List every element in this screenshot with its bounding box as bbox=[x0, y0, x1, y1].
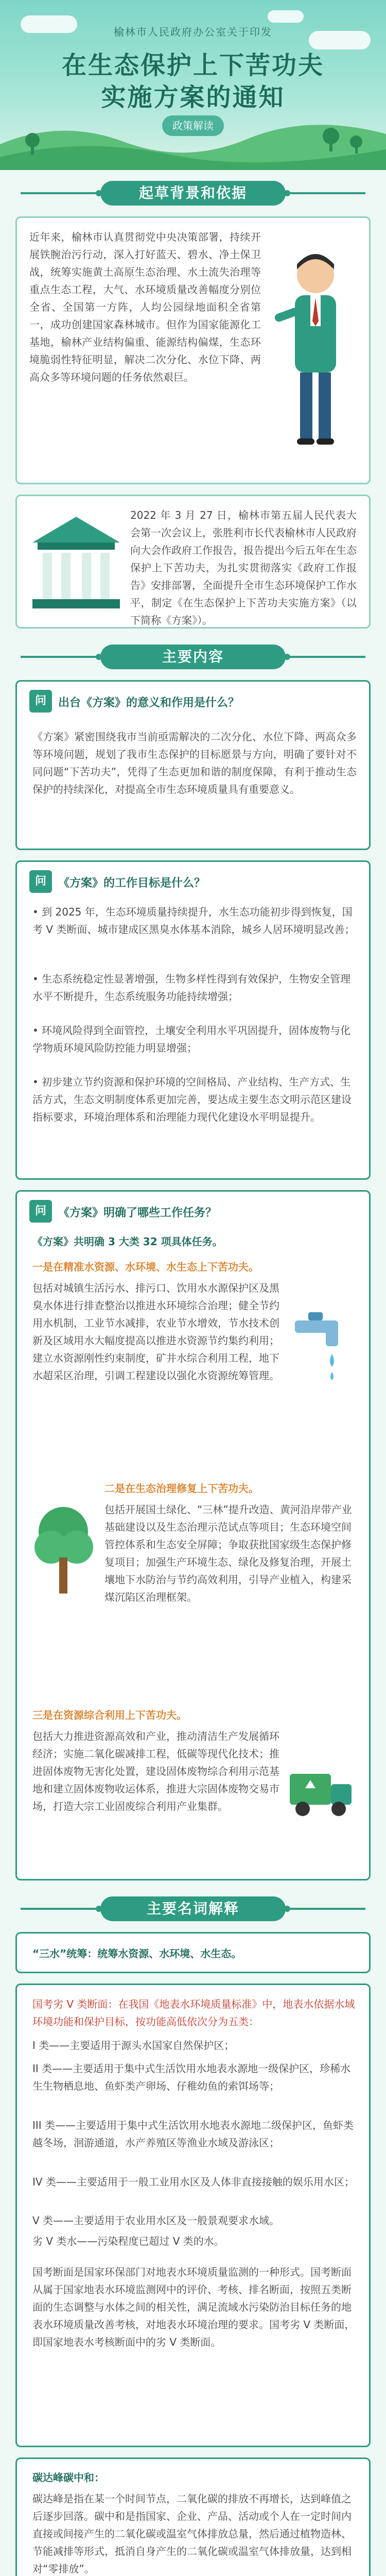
task-intro: 《方案》共明确 3 大类 32 项具体任务。 bbox=[32, 1235, 223, 1248]
policy-tag: 政策解读 bbox=[162, 115, 224, 136]
background-card-2 bbox=[15, 495, 371, 629]
hero-banner bbox=[0, 0, 386, 170]
goal-item: • 环境风险得到全面管控，土壤安全利用水平巩固提升，固体废物与化学物质环境风险防控能力明显增强； bbox=[32, 1024, 351, 1054]
question-card-3 bbox=[15, 1190, 371, 1880]
water-class-item: I 类——主要适用于源头水国家自然保护区； bbox=[32, 2039, 235, 2052]
speaker-figure-icon bbox=[274, 249, 357, 455]
answer-text: 《方案》紧密围绕我市当前亟需解决的二次分化、水位下降、两高众多等环境问题，规划了我市生态保护的目标愿景与方向，明确了要针对不同问题“下苦功夫”，凭得了生态更加和谐的制度保障，有利于推动生态保护的持续深化，对提高全市生态环境质量具有重要意义。 bbox=[32, 731, 357, 795]
page-title-line1: 在生态保护上下苦功夫 bbox=[61, 51, 324, 80]
goal-item: • 生态系统稳定性显著增强，生物多样性得到有效保护，生物安全管理水平不断提升，生态系统服务功能持续增强； bbox=[32, 973, 351, 1003]
term-card-carbon bbox=[15, 2458, 371, 2576]
recycling-truck-icon bbox=[285, 1748, 357, 1825]
task-heading-1: 一是在精准水资源、水环境、水生态上下苦功夫。 bbox=[32, 1261, 259, 1273]
section-title: 主要内容 bbox=[100, 645, 286, 669]
term-national-section-intro: 国考劣 V 类断面：在我国《地表水环境质量标准》中，地表水依据水域环境功能和保护目标，按功能高低依次分为五类： bbox=[32, 1998, 355, 2028]
water-class-item: V 类——主要适用于农业用水区及一般景观要求水域。 bbox=[32, 2214, 280, 2227]
water-class-item: II 类——主要适用于集中式生活饮用水地表水源地一级保护区，珍稀水生生物栖息地、鱼虾类产卵场、仔稚幼鱼的索饵场等； bbox=[32, 2062, 351, 2092]
task-heading-3: 三是在资源综合利用上下苦功夫。 bbox=[32, 1709, 187, 1721]
term-sanshui: “三水”统筹：统筹水资源、水环境、水生态。 bbox=[32, 1947, 242, 1960]
cloud-decoration bbox=[268, 10, 304, 23]
carbon-term-body: 碳达峰是指在某一个时间节点，二氧化碳的排放不再增长，达到峰值之后逐步回落。碳中和是指国家、企业、产品、活动或个人在一定时间内直接或间接产生的二氧化碳或温室气体排放总量，然后通过植物造林、节能减排等形式，抵消自身产生的二氧化碳或温室气体排放量，达到相对“零排放”。 bbox=[32, 2493, 352, 2575]
issuer-line: 榆林市人民政府办公室关于印发 bbox=[114, 26, 272, 38]
question-card-1 bbox=[15, 680, 371, 850]
background-paragraph-1: 近年来，榆林市认真贯彻党中央决策部署，持续开展铁腕治污行动，深入打好蓝天、碧水、净土保卫战，统筹实施黄土高原生态治理、水土流失治理等重点生态工程，大气、水环境质量改善幅度分别位全省、全国第一方阵，人均公园绿地面积全省第一，成功创建国家森林城市。但作为国家能源化工基地，榆林产业结构偏重、能源结构偏煤，生态环境脆弱性特征明显，解决二次分化、水位下降、两高众多等环境问题的任务依然艰巨。 bbox=[29, 231, 261, 383]
question-badge: 问 bbox=[29, 690, 52, 713]
carbon-term-title: 碳达峰碳中和： bbox=[32, 2471, 104, 2484]
background-paragraph-2: 2022 年 3 月 27 日，榆林市第五届人民代表大会第一次会议上，张胜利市长代表榆林市人民政府向大会作政府工作报告，报告提出今后五年在生态保护上下苦功夫，为扎实贯彻落实《政府工作报告》安排部署，全面提升全市生态环境保护工作水平，制定《在生态保护上下苦功夫实施方案》（以下简称《方案》）。 bbox=[130, 509, 357, 626]
tree-icon bbox=[32, 1501, 94, 1599]
water-tap-icon bbox=[290, 1305, 357, 1382]
water-class-item: III 类——主要适用于集中式生活饮用水地表水源地二级保护区，鱼虾类越冬场，洄游通道，水产养殖区等渔业水域及游泳区； bbox=[32, 2119, 354, 2149]
term-card-national-section bbox=[15, 1984, 371, 2447]
section-title: 主要名词解释 bbox=[100, 1896, 286, 1921]
question-badge: 问 bbox=[29, 870, 52, 893]
question-text: 《方案》明确了哪些工作任务？ bbox=[58, 1207, 217, 1219]
term-national-section-detail: 国考断面是国家环保部门对地表水环境质量监测的一种形式。国考断面从属于国家地表水环境监测网中的评价、考核、排名断面，按照五类断面的生态调整与水体之间的相关性，满足流域水污染防治目标任务的地表水环境质量改善考核，对地表水环境治理的要求。国考劣 V 类断面，即国家地表水考核断面中的劣 V 类断面。 bbox=[32, 2266, 355, 2348]
section-header-terms bbox=[0, 1893, 386, 1924]
task-heading-2: 二是在生态治理修复上下苦功夫。 bbox=[104, 1482, 259, 1495]
page-title-line2: 实施方案的通知 bbox=[101, 83, 285, 112]
task-body-2: 包括开展国土绿化、“三林”提升改造、黄河沿岸带产业基础建设以及生态治理示范试点等项目；生态环境空间管控体系和生态安全屏障；争取获批国家级生态保护修复项目；加强生产环境生态、绿化及修复治理，开展土壤地下水防治与节约高效利用，引导产业植入，构建采煤沉陷区治理框架。 bbox=[104, 1503, 352, 1603]
question-card-2 bbox=[15, 860, 371, 1180]
question-badge: 问 bbox=[29, 1200, 52, 1223]
background-card-1 bbox=[15, 216, 371, 484]
question-text: 《方案》的工作目标是什么？ bbox=[58, 877, 206, 890]
section-header-background bbox=[0, 178, 386, 209]
hills-illustration bbox=[0, 113, 386, 170]
section-header-main bbox=[0, 641, 386, 672]
task-body-3: 包括大力推进资源高效和产业，推动清洁生产发展循环经济；实施二氧化碳减排工程，低碳等现代化技术；推进固体废物无害化处置，建设固体废物综合利用示范基地和建立固体废物收运体系，推进大宗固体废物交易市场，打造大宗工业固废综合利用产业集群。 bbox=[32, 1730, 279, 1812]
term-card-sanshui bbox=[15, 1932, 371, 1973]
task-body-1: 包括对城镇生活污水、排污口、饮用水水源保护区及黑臭水体进行排查整治以推进水环境综合治理；健全节约用水机制，工业节水减排，农业节水增效，节水技术创新及区域用水大幅度提高以推进水资源节约集约利用；建立水资源刚性约束制度，矿井水综合利用工程，地下水超采区治理，引调工程建设以强化水资源统筹管理。 bbox=[32, 1282, 279, 1382]
water-class-item: 劣 V 类水——污染程度已超过 V 类的水。 bbox=[32, 2235, 224, 2247]
government-building-icon bbox=[27, 512, 125, 615]
goal-item: • 到 2025 年，生态环境质量持续提升，水生态功能初步得到恢复，国考 V 类断面、城市建成区黑臭水体基本消除，城乡人居环境明显改善； bbox=[32, 906, 355, 936]
water-class-item: IV 类——主要适用于一般工业用水区及人体非直接接触的娱乐用水区； bbox=[32, 2176, 355, 2188]
goal-item: • 初步建立节约资源和保护环境的空间格局、产业结构、生产方式、生活方式，生态文明制度体系更加完善，要达成主要生态文明示范区建设指标要求，环境治理体系和治理能力现代化建设水平明显提升。 bbox=[32, 1076, 352, 1123]
question-text: 出台《方案》的意义和作用是什么？ bbox=[58, 697, 240, 709]
section-title: 起草背景和依据 bbox=[100, 181, 286, 206]
